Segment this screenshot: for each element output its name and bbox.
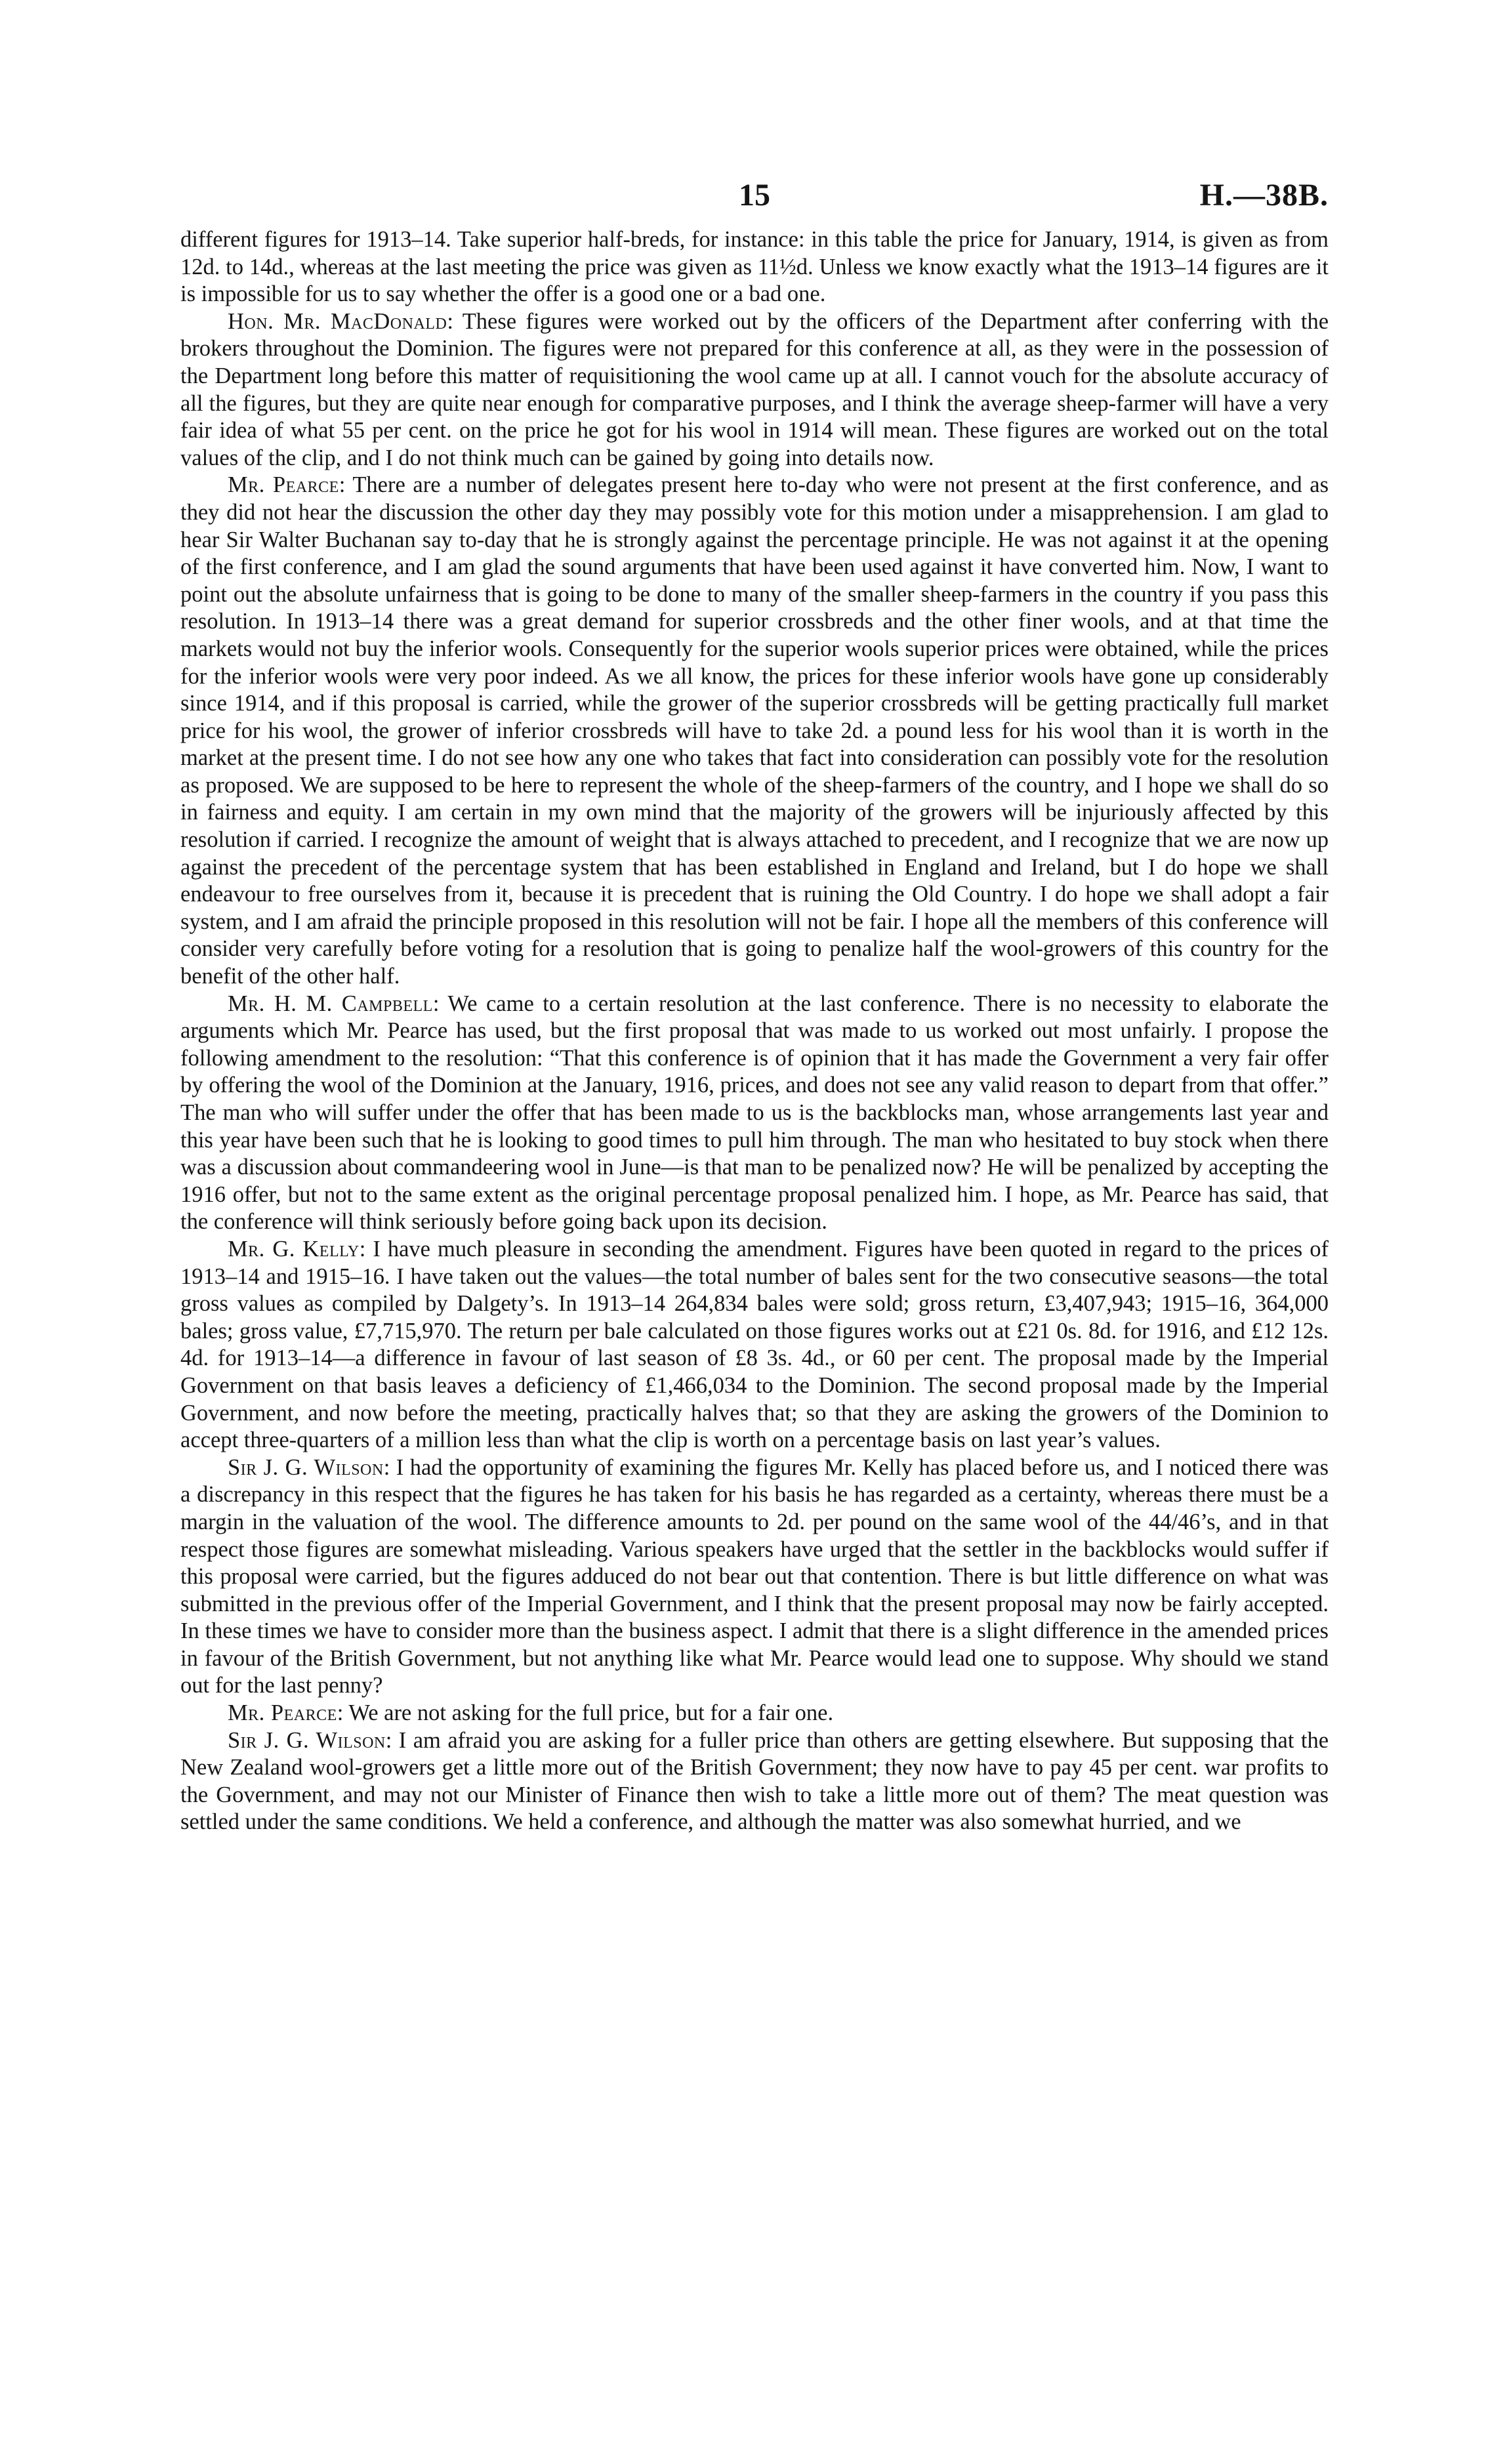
paragraph-text: We are not asking for the full price, but for a fair one.: [348, 1700, 834, 1726]
speaker-name: Mr. Pearce: [228, 1700, 337, 1726]
speaker-name: Mr. Pearce: [228, 472, 339, 498]
speaker-name: Sir J. G. Wilson: [228, 1454, 384, 1480]
paragraph-text: There are a number of delegates present here to-day who were not present at the first conference, and as they did not hear the discussion the other day they may possibly vote for this motion under a misapprehension. I am glad to hear Sir Walter Buchanan say to-day that he is strongly against the percentage principle. He was not against it at the opening of the first conference, and I am glad the sound arguments that have been used against it have converted him. Now, I want to point out the absolute unfairness that is going to be done to many of the smaller sheep-farmers in the country if you pass this resolution. In 1913–14 there was a great demand for superior crossbreds and the other finer wools, and at that time the markets would not buy the inferior wools. Consequently for the superior wools superior prices were obtained, while the prices for the inferior wools were very poor indeed. As we all know, the prices for these inferior wools have gone up considerably since 1914, and if this proposal is carried, while the grower of the superior crossbreds will be getting practically full market price for his wool, the grower of inferior crossbreds will have to take 2d. a pound less for his wool than it is worth in the market at the present time. I do not see how any one who takes that fact into consideration can possibly vote for the resolution as proposed. We are supposed to be here to represent the whole of the sheep-farmers of the country, and I hope we shall do so in fairness and equity. I am certain in my own mind that the majority of the growers will be injuriously affected by this resolution if carried. I recognize the amount of weight that is always attached to precedent, and I recognize that we are now up against the precedent of the percentage system that has been established in England and Ireland, but I do hope we shall endeavour to free ourselves from it, because it is precedent that is ruining the Old Country. I do hope we shall adopt a fair system, and I am afraid the principle proposed in this resolution will not be fair. I hope all the members of this conference will consider very carefully before voting for a resolution that is going to penalize half the wool-growers of this country for the benefit of the other half.: [180, 472, 1329, 989]
speaker-separator: :: [337, 1700, 349, 1726]
speaker-separator: :: [339, 472, 353, 498]
paragraph: [180, 1236, 1329, 1454]
paragraph: [180, 991, 1329, 1236]
paragraph: [180, 1727, 1329, 1836]
speaker-name: Mr. G. Kelly: [228, 1236, 360, 1262]
paragraph: [180, 226, 1329, 308]
paragraph: [180, 1700, 1329, 1727]
speaker-separator: :: [385, 1727, 399, 1753]
speaker-name: Mr. H. M. Campbell: [228, 991, 433, 1016]
paragraph-text: I am afraid you are asking for a fuller price than others are getting elsewhere. But supposing that the New Zealand wool-growers get a little more out of the British Government; they now have to pay 45 per cent. war profits to the Government, and may not our Minister of Finance then wish to take a little more out of them? The meat question was settled under the same conditions. We held a conference, and although the matter was also somewhat hurried, and we: [180, 1727, 1329, 1835]
paragraph-text: I have much pleasure in seconding the amendment. Figures have been quoted in regard to the prices of 1913–14 and 1915–16. I have taken out the values—the total number of bales sent for the two consecutive seasons—the total gross values as compiled by Dalgety’s. In 1913–14 264,834 bales were sold; gross return, £3,407,943; 1915–16, 364,000 bales; gross value, £7,715,970. The return per bale calculated on those figures works out at £21 0s. 8d. for 1916, and £12 12s. 4d. for 1913–14—a difference in favour of last season of £8 3s. 4d., or 60 per cent. The proposal made by the Imperial Government on that basis leaves a deficiency of £1,466,034 to the Dominion. The second proposal made by the Imperial Government, and now before the meeting, practically halves that; so that they are asking the growers of the Dominion to accept three-quarters of a million less than what the clip is worth on a percentage basis on last year’s values.: [180, 1236, 1329, 1453]
speaker-separator: :: [359, 1236, 373, 1262]
paragraph-text: I had the opportunity of examining the figures Mr. Kelly has placed before us, and I noticed there was a discrepancy in this respect that the figures he has taken for his basis he has regarded as a certainty, whereas there must be a margin in the valuation of the wool. The difference amounts to 2d. per pound on the same wool of the 44/46’s, and in that respect those figures are somewhat misleading. Various speakers have urged that the settler in the backblocks would suffer if this proposal were carried, but the figures adduced do not bear out that contention. There is but little difference on what was submitted in the previous offer of the Imperial Government, and I think that the present proposal may now be fairly accepted. In these times we have to consider more than the business aspect. I admit that there is a slight difference in the amended prices in favour of the British Government, but not anything like what Mr. Pearce would lead one to suppose. Why should we stand out for the last penny?: [180, 1454, 1329, 1698]
speaker-separator: :: [383, 1454, 396, 1480]
page-number: 15: [739, 178, 770, 213]
body-text: [180, 226, 1329, 1836]
speaker-name: Hon. Mr. MacDonald: [228, 308, 447, 334]
paragraph: [180, 472, 1329, 990]
speaker-name: Sir J. G. Wilson: [228, 1727, 386, 1753]
page-header: [180, 164, 1329, 226]
document-page: [180, 164, 1329, 1836]
speaker-separator: :: [447, 308, 463, 334]
document-reference: H.—38B.: [1199, 178, 1329, 213]
paragraph-text: different figures for 1913–14. Take superior half-breds, for instance: in this table the price for January, 1914, is given as from 12d. to 14d., whereas at the last meeting the price was given as 11½d. Unless we know exactly what the 1913–14 figures are it is impossible for us to say whether the offer is a good one or a bad one.: [180, 227, 1329, 307]
paragraph-text: We came to a certain resolution at the last conference. There is no necessity to elaborate the arguments which Mr. Pearce has used, but the first proposal that was made to us worked out most unfairly. I propose the following amendment to the resolution: “That this conference is of opinion that it has made the Government a very fair offer by offering the wool of the Dominion at the January, 1916, prices, and does not see any valid reason to depart from that offer.” The man who will suffer under the offer that has been made to us is the backblocks man, whose arrangements last year and this year have been such that he is looking to good times to pull him through. The man who hesitated to buy stock when there was a discussion about commandeering wool in June—is that man to be penalized now? He will be penalized by accepting the 1916 offer, but not to the same extent as the original percentage proposal penalized him. I hope, as Mr. Pearce has said, that the conference will think seriously before going back upon its decision.: [180, 991, 1329, 1235]
speaker-separator: :: [432, 991, 448, 1016]
paragraph: [180, 308, 1329, 472]
paragraph-text: These figures were worked out by the officers of the Department after conferring with the brokers throughout the Dominion. The figures were not prepared for this conference at all, as they were in the possession of the Department long before this matter of requisitioning the wool came up at all. I cannot vouch for the absolute accuracy of all the figures, but they are quite near enough for comparative purposes, and I think the average sheep-farmer will have a very fair idea of what 55 per cent. on the price he got for his wool in 1914 will mean. These figures are worked out on the total values of the clip, and I do not think much can be gained by going into details now.: [180, 308, 1329, 470]
paragraph: [180, 1454, 1329, 1700]
